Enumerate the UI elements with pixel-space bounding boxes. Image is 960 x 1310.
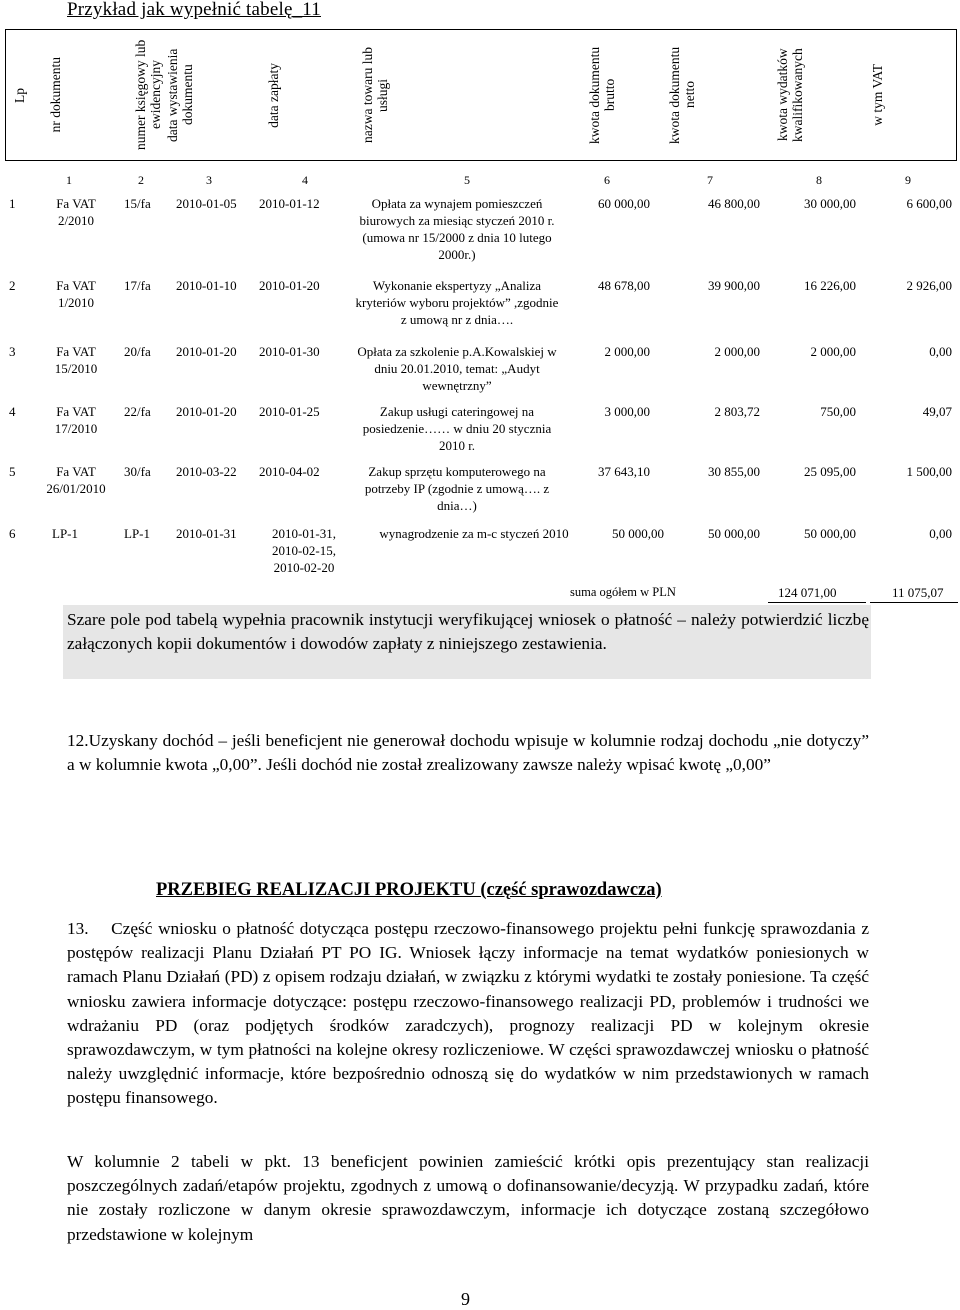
cell-netto: 2 803,72 (714, 404, 760, 419)
cell-data-wystawienia: 2010-01-31 (176, 526, 237, 541)
cell-numer-ksiegowy: LP-1 (124, 526, 150, 541)
cell-lp: 4 (9, 404, 16, 419)
cell-brutto: 37 643,10 (598, 464, 650, 479)
grey-note-text: Szare pole pod tabelą wypełnia pracownik instytucji weryfikującej wniosek o płatność – należy potwierdzić liczbę załączonych kopii dokumentów i dowodów zapłaty z niniejszego zestawienia. (67, 610, 869, 654)
cell-brutto: 50 000,00 (612, 526, 664, 541)
document-title: Przykład jak wypełnić tabelę_11 (67, 0, 321, 20)
cell-lp: 3 (9, 344, 16, 359)
cell-nr-dokumentu: Fa VAT 1/2010 (56, 278, 96, 310)
cell-data-wystawienia: 2010-03-22 (176, 464, 237, 479)
cell-nr-dokumentu: LP-1 (52, 526, 78, 541)
cell-numer-ksiegowy: 15/fa (124, 196, 151, 211)
cell-lp: 2 (9, 278, 16, 293)
cell-vat: 6 600,00 (906, 196, 952, 211)
cell-data-wystawienia: 2010-01-10 (176, 278, 237, 293)
cell-kwota-kwalifikowana: 16 226,00 (804, 278, 856, 293)
summary-underline (768, 602, 866, 603)
cell-data-zaplaty: 2010-01-30 (259, 344, 320, 359)
header-nr-dokumentu: nr dokumentu (47, 57, 63, 133)
cell-nazwa: Wykonanie ekspertyzy „Analiza kryteriów wyboru projektów” ,zgodnie z umową nr z dnia…. (355, 278, 559, 327)
cell-brutto: 2 000,00 (604, 344, 650, 359)
cell-numer-ksiegowy: 20/fa (124, 344, 151, 359)
cell-vat: 1 500,00 (906, 464, 952, 479)
summary-vat: 11 075,07 (892, 585, 944, 600)
col-number: 5 (464, 173, 470, 187)
paragraph-instructions: W kolumnie 2 tabeli w pkt. 13 beneficjent powinien zamieścić krótki opis prezentujący stan realizacji poszczególnych zadań/etapów projektu, zgodnych z umową o dofinansowanie/decyzją. W przypadku zadań, które nie zostały rozliczone w danym okresie sprawozdawczym, informacje ich dotyczące zostaną szczegółowo przedstawione w kolejnym (67, 1152, 869, 1244)
cell-vat: 49,07 (922, 404, 952, 419)
cell-vat: 0,00 (929, 526, 952, 541)
cell-netto: 2 000,00 (714, 344, 760, 359)
cell-netto: 50 000,00 (708, 526, 760, 541)
cell-data-zaplaty: 2010-01-31, 2010-02-15, 2010-02-20 (272, 526, 336, 575)
summary-label: suma ogółem w PLN (570, 585, 676, 599)
col-number: 2 (138, 173, 144, 187)
cell-data-zaplaty: 2010-04-02 (259, 464, 320, 479)
cell-data-zaplaty: 2010-01-12 (259, 196, 320, 211)
cell-nazwa: wynagrodzenie za m-c styczeń 2010 (379, 526, 569, 541)
cell-kwota-kwalifikowana: 750,00 (820, 404, 856, 419)
header-lp: Lp (11, 87, 27, 103)
header-kwota-wydatkow: kwota wydatków kwalifikowanych (775, 48, 805, 142)
cell-brutto: 3 000,00 (604, 404, 650, 419)
section-title: PRZEBIEG REALIZACJI PROJEKTU (część sprawozdawcza) (156, 880, 662, 900)
cell-netto: 30 855,00 (708, 464, 760, 479)
cell-lp: 5 (9, 464, 16, 479)
cell-vat: 2 926,00 (906, 278, 952, 293)
cell-brutto: 60 000,00 (598, 196, 650, 211)
header-w-tym-vat: w tym VAT (869, 64, 885, 126)
col-number: 9 (905, 173, 911, 187)
cell-lp: 1 (9, 196, 16, 211)
header-kwota-brutto: kwota dokumentu brutto (587, 46, 617, 144)
cell-data-wystawienia: 2010-01-05 (176, 196, 237, 211)
col-number: 3 (206, 173, 212, 187)
cell-nr-dokumentu: Fa VAT 17/2010 (54, 404, 98, 436)
cell-data-zaplaty: 2010-01-20 (259, 278, 320, 293)
col-number: 7 (707, 173, 713, 187)
cell-kwota-kwalifikowana: 2 000,00 (810, 344, 856, 359)
cell-kwota-kwalifikowana: 30 000,00 (804, 196, 856, 211)
header-data-wystawienia: data wystawienia dokumentu (165, 48, 195, 142)
cell-nazwa: Zakup sprzętu komputerowego na potrzeby IP (zgodnie z umową…. z dnia…) (364, 464, 550, 513)
cell-netto: 39 900,00 (708, 278, 760, 293)
header-nazwa-towaru: nazwa towaru lub usługi (360, 47, 390, 143)
cell-netto: 46 800,00 (708, 196, 760, 211)
header-data-zaplaty: data zapłaty (265, 62, 281, 128)
cell-nazwa: Opłata za wynajem pomieszczeń biurowych za miesiąc styczeń 2010 r. (umowa nr 15/2000 z dnia 10 lutego 2000r.) (359, 196, 555, 262)
cell-nr-dokumentu: Fa VAT 2/2010 (56, 196, 96, 228)
cell-nazwa: Opłata za szkolenie p.A.Kowalskiej w dniu 20.01.2010, temat: „Audyt wewnętrzny” (357, 344, 557, 393)
cell-numer-ksiegowy: 17/fa (124, 278, 151, 293)
cell-kwota-kwalifikowana: 25 095,00 (804, 464, 856, 479)
cell-nr-dokumentu: Fa VAT 26/01/2010 (46, 464, 106, 496)
cell-data-wystawienia: 2010-01-20 (176, 344, 237, 359)
cell-nr-dokumentu: Fa VAT 15/2010 (54, 344, 98, 376)
col-number: 8 (816, 173, 822, 187)
cell-nazwa: Zakup usługi cateringowej na posiedzenie…… w dniu 20 stycznia 2010 r. (362, 404, 552, 453)
summary-underline (870, 602, 958, 603)
summary-kwota: 124 071,00 (778, 585, 837, 600)
cell-brutto: 48 678,00 (598, 278, 650, 293)
col-number: 4 (302, 173, 308, 187)
col-number: 6 (604, 173, 610, 187)
cell-data-wystawienia: 2010-01-20 (176, 404, 237, 419)
header-numer-ksiegowy: numer księgowy lub ewidencyjny (133, 39, 163, 151)
cell-numer-ksiegowy: 30/fa (124, 464, 151, 479)
paragraph-13: 13. Część wniosku o płatność dotycząca postępu rzeczowo-finansowego projektu pełni funkcję sprawozdania z postępów realizacji Planu Działań PT PO IG. Wniosek łączy informacje na temat wydatków poniesionych w ramach Planu Działań (PD) z opisem rodzaju działań, w związku z którymi wydatki te zostały poniesione. Ta część wniosku zawiera informacje dotyczące: postępu rzeczowo-finansowego realizacji PD, problemów i trudności we wdrażaniu PD (oraz podjętych środków zaradczych), prognozy realizacji PD w kolejnym okresie sprawozdawczym, w tym płatności na kolejne okresy rozliczeniowe. W części sprawozdawczej wniosku o płatność należy uwzględnić informacje, które bezpośrednio odnoszą się do wydatków w nim przedstawionych w ramach postępu finansowego. (67, 919, 869, 1108)
cell-lp: 6 (9, 526, 16, 541)
col-number: 1 (66, 173, 72, 187)
cell-numer-ksiegowy: 22/fa (124, 404, 151, 419)
cell-vat: 0,00 (929, 344, 952, 359)
cell-data-zaplaty: 2010-01-25 (259, 404, 320, 419)
page-number: 9 (461, 1289, 470, 1309)
paragraph-12: 12.Uzyskany dochód – jeśli beneficjent nie generował dochodu wpisuje w kolumnie rodzaj dochodu „nie dotyczy” a w kolumnie kwota „0,00”. Jeśli dochód nie został zrealizowany zawsze należy wpisać kwotę „0,00” (67, 731, 869, 775)
header-kwota-netto: kwota dokumentu netto (667, 46, 697, 144)
cell-kwota-kwalifikowana: 50 000,00 (804, 526, 856, 541)
